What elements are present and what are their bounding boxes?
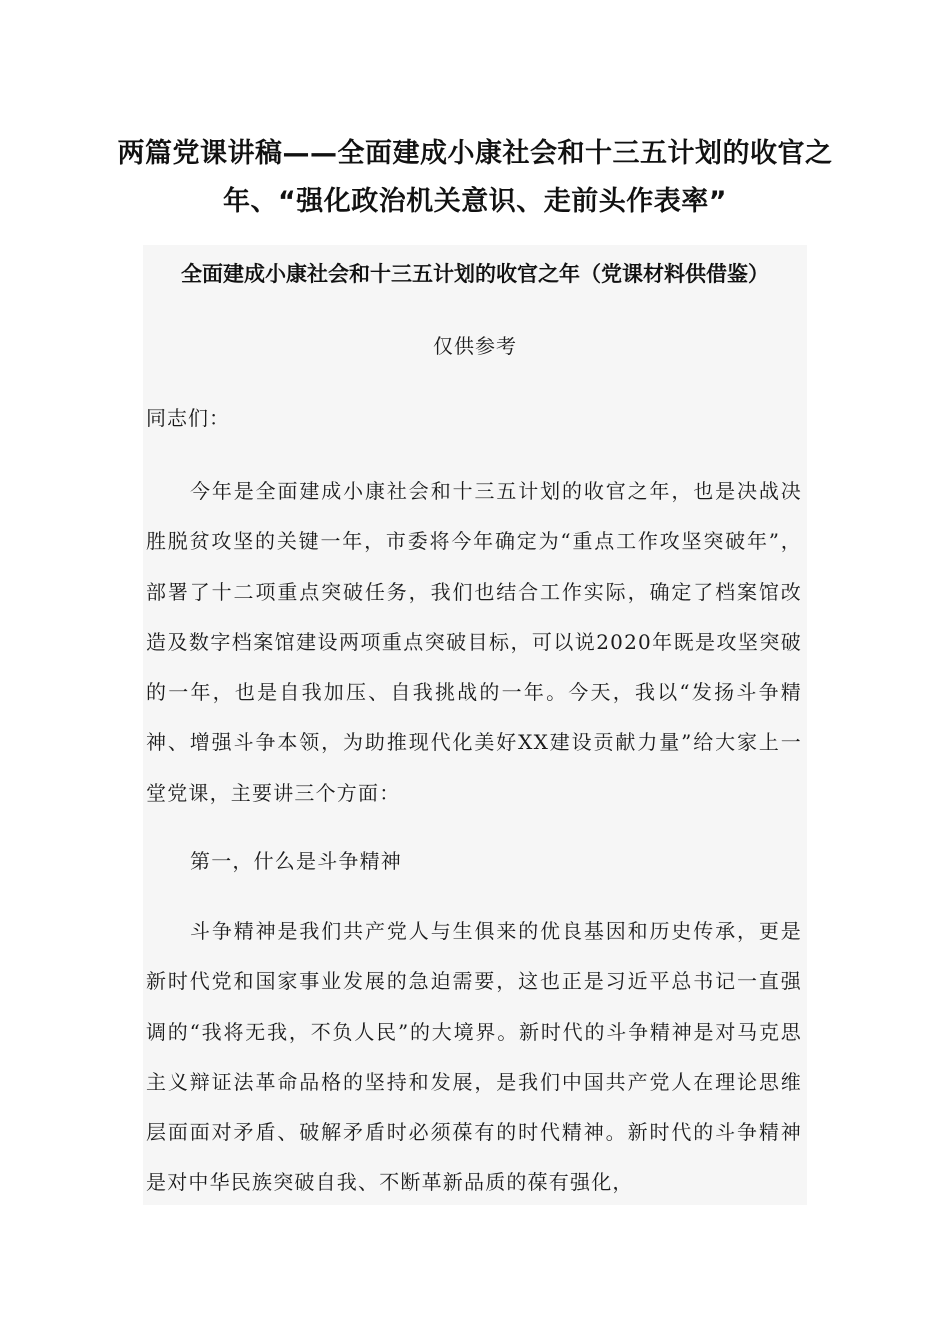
subsection-heading: 第一，什么是斗争精神	[190, 849, 402, 873]
body-paragraph: 斗争精神是我们共产党人与生俱来的优良基因和历史传承，更是新时代党和国家事业发展的急迫需要，这也正是习近平总书记一直强调的“我将无我，不负人民”的大境界。新时代的斗争精神是对马克思主义辩证法革命品格的坚持和发展，是我们中国共产党人在理论思维层面面对矛盾、破解矛盾时必须葆有的时代精神。新时代的斗争精神是对中华民族突破自我、不断革新品质的葆有强化，	[146, 919, 802, 1195]
section-heading: 全面建成小康社会和十三五计划的收官之年（党课材料供借鉴）	[181, 262, 769, 286]
body-paragraph: 今年是全面建成小康社会和十三五计划的收官之年，也是决战决胜脱贫攻坚的关键一年，市委将今年确定为“重点工作攻坚突破年”，部署了十二项重点突破任务，我们也结合工作实际，确定了档案馆改造及数字档案馆建设两项重点突破目标，可以说2020年既是攻坚突破的一年，也是自我加压、自我挑战的一年。今天，我以“发扬斗争精神、增强斗争本领，为助推现代化美好XX建设贡献力量”给大家上一堂党课，主要讲三个方面：	[146, 479, 802, 805]
salutation: 同志们：	[146, 406, 230, 430]
reference-note: 仅供参考	[433, 334, 517, 358]
document-title: 两篇党课讲稿——全面建成小康社会和十三五计划的收官之年、“强化政治机关意识、走前头作表率”	[117, 138, 833, 217]
